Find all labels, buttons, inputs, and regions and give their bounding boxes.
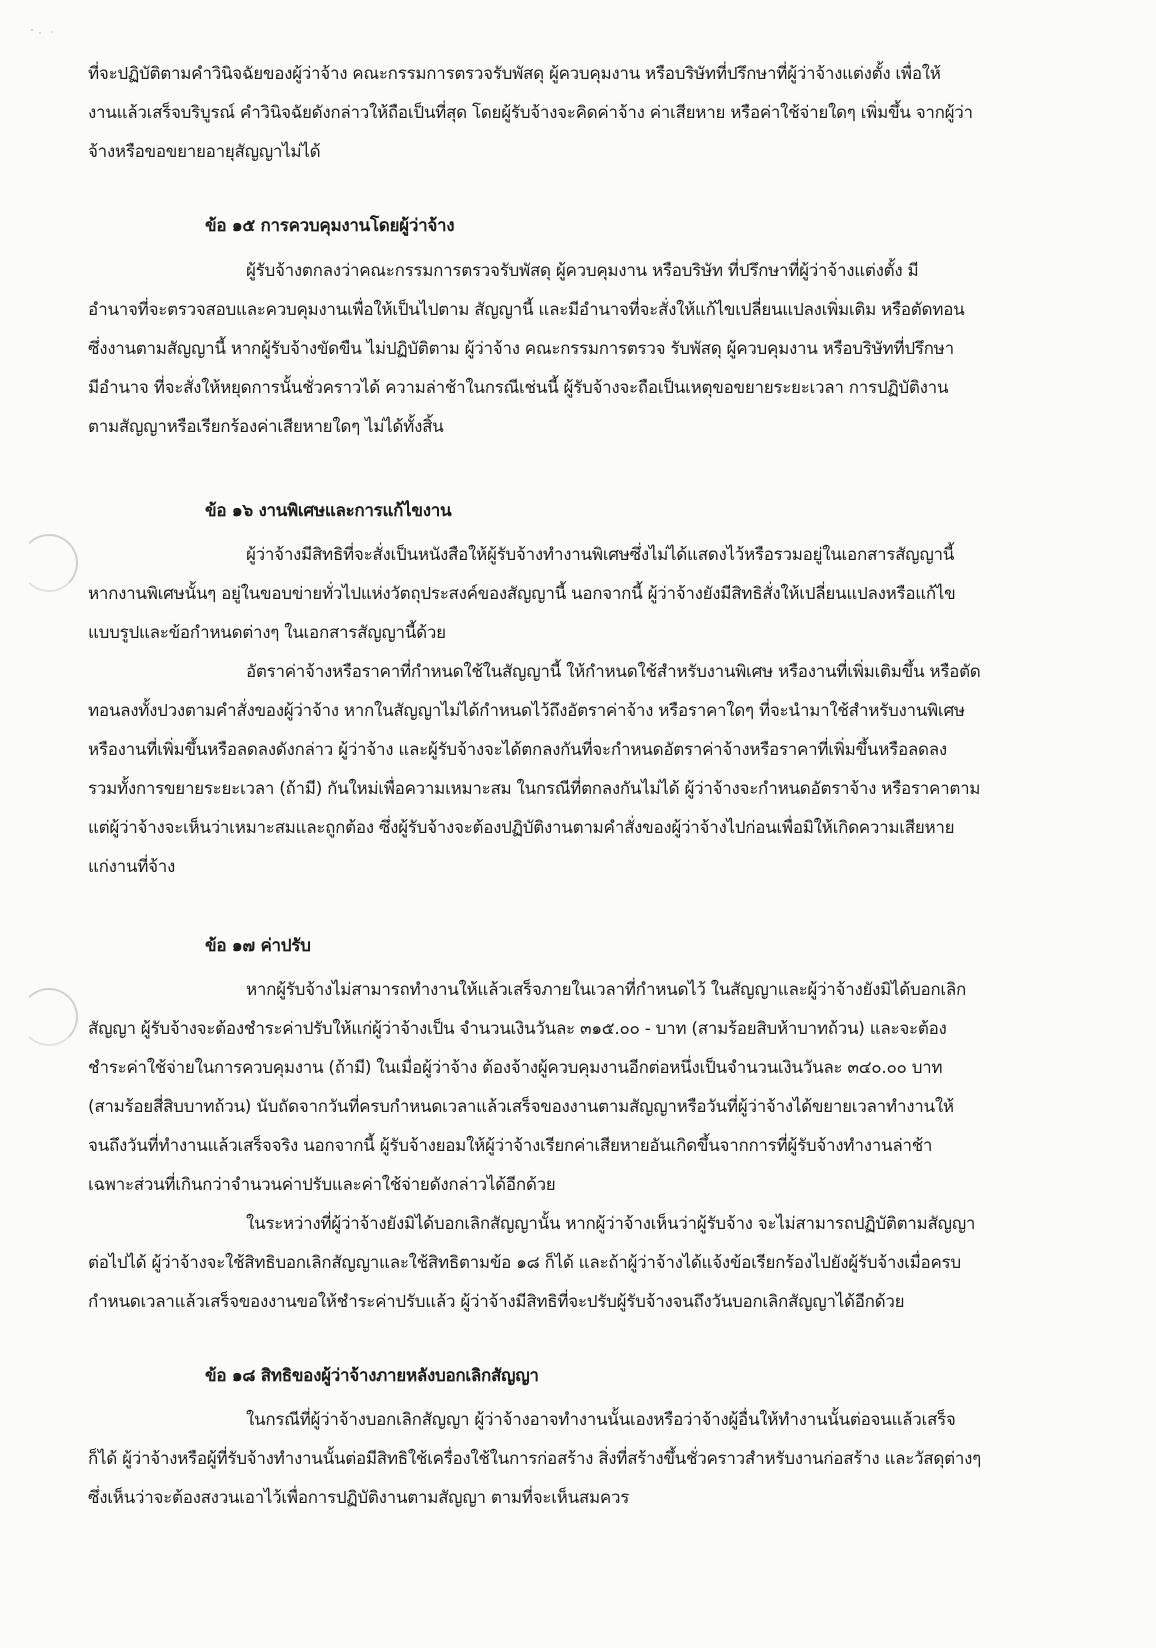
text-line: หรืองานที่เพิ่มขึ้นหรือลดลงดังกล่าว ผู้ว่าจ้าง และผู้รับจ้างจะได้ตกลงกันที่จะกำหนดอัตราค่าจ้างหรือราคาที่เพิ่มขึ้นหรือลดลง xyxy=(88,740,947,760)
text-line: ผู้ว่าจ้างมีสิทธิที่จะสั่งเป็นหนังสือให้ผู้รับจ้างทำงานพิเศษซึ่งไม่ได้แสดงไว้หรือรวมอยู่ในเอกสารสัญญานี้ xyxy=(246,545,955,565)
text-line: จนถึงวันที่ทำงานแล้วเสร็จจริง นอกจากนี้ ผู้รับจ้างยอมให้ผู้ว่าจ้างเรียกค่าเสียหายอันเกิดขึ้นจากการที่ผู้รับจ้างทำงานล่าช้า xyxy=(88,1136,933,1156)
text-line: ต่อไปได้ ผู้ว่าจ้างจะใช้สิทธิบอกเลิกสัญญาและใช้สิทธิตามข้อ ๑๘ ก็ได้ และถ้าผู้ว่าจ้างได้แจ้งข้อเรียกร้องไปยังผู้รับจ้างเมื่อครบ xyxy=(88,1253,961,1273)
text-line: อำนาจที่จะตรวจสอบและควบคุมงานเพื่อให้เป็นไปตาม สัญญานี้ และมีอำนาจที่จะสั่งให้แก้ไขเปลี่ยนแปลงเพิ่มเติม หรือตัดทอน xyxy=(88,300,965,320)
text-line: ก็ได้ ผู้ว่าจ้างหรือผู้ที่รับจ้างทำงานนั้นต่อมีสิทธิใช้เครื่องใช้ในการก่อสร้าง สิ่งที่สร้างขึ้นชั่วคราวสำหรับงานก่อสร้าง และวัสดุต่างๆ xyxy=(88,1449,981,1469)
text-line: ซึ่งเห็นว่าจะต้องสงวนเอาไว้เพื่อการปฏิบัติงานตามสัญญา ตามที่จะเห็นสมควร xyxy=(88,1488,630,1508)
section-heading-15: ข้อ ๑๕ การควบคุมงานโดยผู้ว่าจ้าง xyxy=(205,216,455,236)
section-heading-18: ข้อ ๑๘ สิทธิของผู้ว่าจ้างภายหลังบอกเลิกสัญญา xyxy=(205,1366,539,1386)
text-line: สัญญา ผู้รับจ้างจะต้องชำระค่าปรับให้แก่ผู้ว่าจ้างเป็น จำนวนเงินวันละ ๓๑๕.๐๐ - บาท (สามร้อยสิบห้าบาทถ้วน) และจะต้อง xyxy=(88,1019,947,1039)
text-line: ทอนลงทั้งปวงตามคำสั่งของผู้ว่าจ้าง หากในสัญญาไม่ได้กำหนดไว้ถึงอัตราค่าจ้าง หรือราคาใดๆ ที่จะนำมาใช้สำหรับงานพิเศษ xyxy=(88,701,965,721)
punch-hole-top xyxy=(20,534,78,592)
text-line: แบบรูปและข้อกำหนดต่างๆ ในเอกสารสัญญานี้ด้วย xyxy=(88,623,446,643)
text-line: ซึ่งงานตามสัญญานี้ หากผู้รับจ้างขัดขืน ไม่ปฏิบัติตาม ผู้ว่าจ้าง คณะกรรมการตรวจ รับพัสดุ ผู้ควบคุมงาน หรือบริษัทที่ปรึกษา xyxy=(88,339,954,359)
text-line: ผู้รับจ้างตกลงว่าคณะกรรมการตรวจรับพัสดุ ผู้ควบคุมงาน หรือบริษัท ที่ปรึกษาที่ผู้ว่าจ้างแต่งตั้ง มี xyxy=(246,261,919,281)
section-heading-17: ข้อ ๑๗ ค่าปรับ xyxy=(205,936,311,956)
text-line: กำหนดเวลาแล้วเสร็จของงานขอให้ชำระค่าปรับแล้ว ผู้ว่าจ้างมีสิทธิที่จะปรับผู้รับจ้างจนถึงวันบอกเลิกสัญญาได้อีกด้วย xyxy=(88,1292,905,1312)
punch-hole-bottom xyxy=(20,988,78,1046)
text-line: ตามสัญญาหรือเรียกร้องค่าเสียหายใดๆ ไม่ได้ทั้งสิ้น xyxy=(88,417,444,437)
text-line: แต่ผู้ว่าจ้างจะเห็นว่าเหมาะสมและถูกต้อง ซึ่งผู้รับจ้างจะต้องปฏิบัติงานตามคำสั่งของผู้ว่าจ้างไปก่อนเพื่อมิให้เกิดความเสียหาย xyxy=(88,818,955,838)
text-line: แก่งานที่จ้าง xyxy=(88,857,176,877)
text-line: จ้างหรือขอขยายอายุสัญญาไม่ได้ xyxy=(88,142,321,162)
text-line: งานแล้วเสร็จบริบูรณ์ คำวินิจฉัยดังกล่าวให้ถือเป็นที่สุด โดยผู้รับจ้างจะคิดค่าจ้าง ค่าเสียหาย หรือค่าใช้จ่ายใดๆ เพิ่มขึ้น จากผู้ว่า xyxy=(88,103,973,123)
text-line: อัตราค่าจ้างหรือราคาที่กำหนดใช้ในสัญญานี้ ให้กำหนดใช้สำหรับงานพิเศษ หรืองานที่เพิ่มเติมขึ้น หรือตัด xyxy=(246,662,981,682)
scan-artifact xyxy=(30,22,70,32)
text-line: ที่จะปฏิบัติตามคำวินิจฉัยของผู้ว่าจ้าง คณะกรรมการตรวจรับพัสดุ ผู้ควบคุมงาน หรือบริษัทที่ปรึกษาที่ผู้ว่าจ้างแต่งตั้ง เพื่อให้ xyxy=(88,64,941,84)
text-line: รวมทั้งการขยายระยะเวลา (ถ้ามี) กันใหม่เพื่อความเหมาะสม ในกรณีที่ตกลงกันไม่ได้ ผู้ว่าจ้างจะกำหนดอัตราจ้าง หรือราคาตาม xyxy=(88,779,981,799)
text-line: มีอำนาจ ที่จะสั่งให้หยุดการนั้นชั่วคราวได้ ความล่าช้าในกรณีเช่นนี้ ผู้รับจ้างจะถือเป็นเหตุขอขยายระยะเวลา การปฏิบัติงาน xyxy=(88,378,949,398)
text-line: หากงานพิเศษนั้นๆ อยู่ในขอบข่ายทั่วไปแห่งวัตถุประสงค์ของสัญญานี้ นอกจากนี้ ผู้ว่าจ้างยังมีสิทธิสั่งให้เปลี่ยนแปลงหรือแก้ไข xyxy=(88,584,956,604)
text-line: เฉพาะส่วนที่เกินกว่าจำนวนค่าปรับและค่าใช้จ่ายดังกล่าวได้อีกด้วย xyxy=(88,1175,556,1195)
text-line: (สามร้อยสี่สิบบาทถ้วน) นับถัดจากวันที่ครบกำหนดเวลาแล้วเสร็จของงานตามสัญญาหรือวันที่ผู้ว่าจ้างได้ขยายเวลาทำงานให้ xyxy=(88,1097,954,1117)
section-heading-16: ข้อ ๑๖ งานพิเศษและการแก้ไขงาน xyxy=(205,501,452,521)
text-line: ชำระค่าใช้จ่ายในการควบคุมงาน (ถ้ามี) ในเมื่อผู้ว่าจ้าง ต้องจ้างผู้ควบคุมงานอีกต่อหนึ่งเป็นจำนวนเงินวันละ ๓๔๐.๐๐ บาท xyxy=(88,1058,943,1078)
text-line: ในกรณีที่ผู้ว่าจ้างบอกเลิกสัญญา ผู้ว่าจ้างอาจทำงานนั้นเองหรือว่าจ้างผู้อื่นให้ทำงานนั้นต่อจนแล้วเสร็จ xyxy=(246,1410,956,1430)
text-line: หากผู้รับจ้างไม่สามารถทำงานให้แล้วเสร็จภายในเวลาที่กำหนดไว้ ในสัญญาและผู้ว่าจ้างยังมิได้บอกเลิก xyxy=(246,980,967,1000)
text-line: ในระหว่างที่ผู้ว่าจ้างยังมิได้บอกเลิกสัญญานั้น หากผู้ว่าจ้างเห็นว่าผู้รับจ้าง จะไม่สามารถปฏิบัติตามสัญญา xyxy=(246,1214,976,1234)
